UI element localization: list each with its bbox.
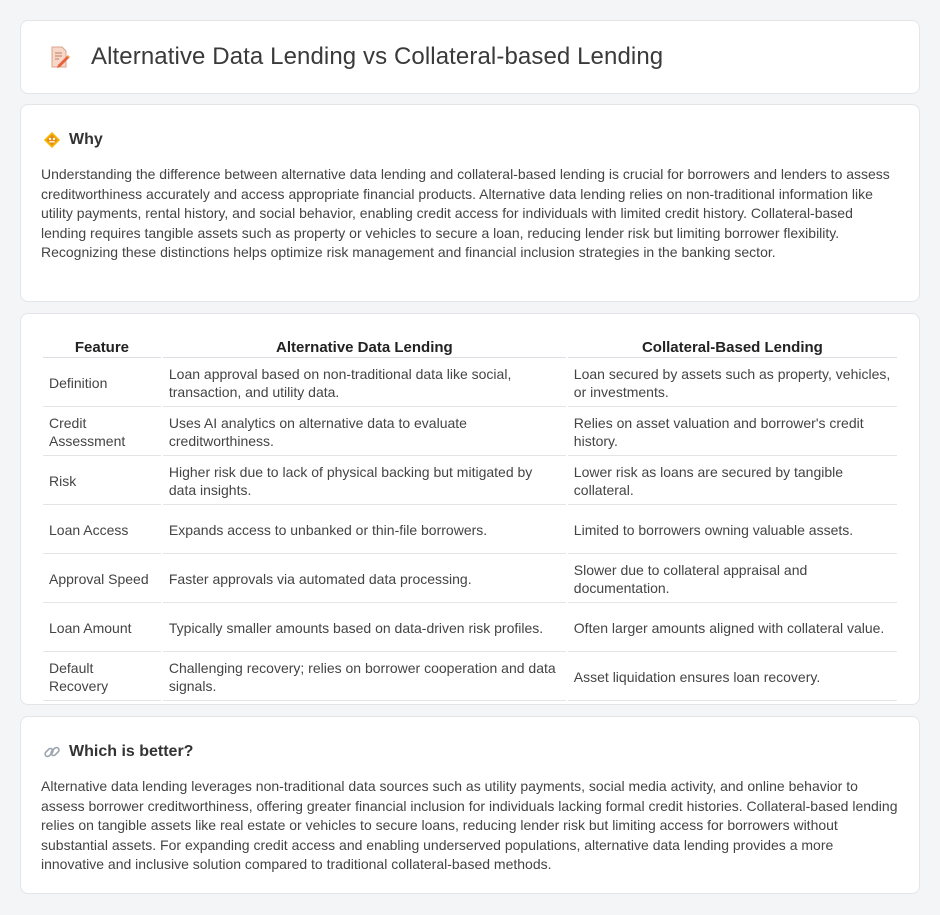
alternative-cell: Faster approvals via automated data processing. bbox=[163, 556, 566, 603]
collateral-cell: Asset liquidation ensures loan recovery. bbox=[568, 654, 897, 701]
table-row bbox=[43, 409, 897, 456]
alternative-cell: Higher risk due to lack of physical backing but mitigated by data insights. bbox=[163, 458, 566, 505]
which-is-better-section bbox=[20, 716, 920, 894]
collateral-cell: Slower due to collateral appraisal and documentation. bbox=[568, 556, 897, 603]
column-header-collateral: Collateral-Based Lending bbox=[568, 336, 897, 358]
alternative-cell: Challenging recovery; relies on borrower cooperation and data signals. bbox=[163, 654, 566, 701]
table-row bbox=[43, 507, 897, 554]
collateral-cell: Relies on asset valuation and borrower's credit history. bbox=[568, 409, 897, 456]
feature-cell: Loan Amount bbox=[43, 605, 161, 652]
collateral-cell: Limited to borrowers owning valuable assets. bbox=[568, 507, 897, 554]
title-card bbox=[20, 20, 920, 94]
feature-cell: Definition bbox=[43, 360, 161, 407]
comparison-table bbox=[41, 334, 899, 703]
alternative-cell: Loan approval based on non-traditional data like social, transaction, and utility data. bbox=[163, 360, 566, 407]
feature-cell: Loan Access bbox=[43, 507, 161, 554]
feature-cell: Approval Speed bbox=[43, 556, 161, 603]
feature-cell: Risk bbox=[43, 458, 161, 505]
table-row bbox=[43, 360, 897, 407]
table-row bbox=[43, 605, 897, 652]
table-header-row bbox=[43, 336, 897, 358]
table-row bbox=[43, 556, 897, 603]
column-header-feature: Feature bbox=[43, 336, 161, 358]
page-title: Alternative Data Lending vs Collateral-based Lending bbox=[91, 43, 664, 70]
table-row bbox=[43, 458, 897, 505]
alternative-cell: Expands access to unbanked or thin-file borrowers. bbox=[163, 507, 566, 554]
why-paragraph: Understanding the difference between alternative data lending and collateral-based lending is crucial for borrowers and lenders to assess creditworthiness accurately and access appropriate financial products. Alternative data lending relies on non-traditional information like utility payments, rental history, and social behavior, enabling credit access for individuals with limited credit history. Collateral-based lending requires tangible assets such as property or vehicles to secure a loan, reducing lender risk but limiting borrower flexibility. Recognizing these distinctions helps optimize risk management and financial inclusion strategies in the banking sector. bbox=[41, 166, 890, 261]
collateral-cell: Lower risk as loans are secured by tangible collateral. bbox=[568, 458, 897, 505]
table-row bbox=[43, 654, 897, 701]
comparison-card bbox=[20, 313, 920, 705]
column-header-alternative: Alternative Data Lending bbox=[163, 336, 566, 358]
why-heading: Why bbox=[69, 131, 103, 148]
diamond-warning-icon bbox=[43, 131, 61, 149]
which-is-better-paragraph: Alternative data lending leverages non-traditional data sources such as utility payments, social media activity, and online behavior to assess borrower creditworthiness, offering greater financial inclusion for individuals lacking formal credit histories. Collateral-based lending relies on tangible assets like real estate or vehicles to secure loans, reducing lender risk but limiting access for borrowers without substantial assets. For expanding credit access and enabling underserved populations, alternative data lending provides a more innovative and inclusive solution compared to traditional collateral-based methods. bbox=[41, 778, 898, 873]
alternative-cell: Uses AI analytics on alternative data to evaluate creditworthiness. bbox=[163, 409, 566, 456]
collateral-cell: Often larger amounts aligned with collateral value. bbox=[568, 605, 897, 652]
document-pencil-icon bbox=[47, 45, 71, 69]
alternative-cell: Typically smaller amounts based on data-driven risk profiles. bbox=[163, 605, 566, 652]
feature-cell: Default Recovery bbox=[43, 654, 161, 701]
why-section bbox=[20, 104, 920, 302]
feature-cell: Credit Assessment bbox=[43, 409, 161, 456]
collateral-cell: Loan secured by assets such as property, vehicles, or investments. bbox=[568, 360, 897, 407]
which-is-better-heading: Which is better? bbox=[69, 743, 194, 760]
link-icon bbox=[43, 743, 61, 761]
